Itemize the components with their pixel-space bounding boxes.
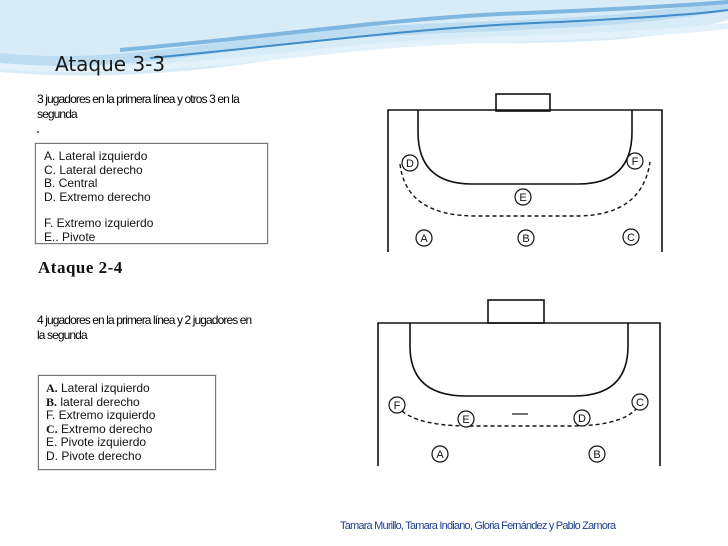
- player-label: C: [636, 397, 644, 409]
- player-label: D: [578, 413, 586, 425]
- position-line: F. Extremo izquierdo: [44, 216, 154, 230]
- position-line: [46, 436, 215, 450]
- player-marker: [458, 411, 474, 427]
- position-line: D. Extremo derecho: [44, 189, 151, 204]
- player-marker: [632, 394, 648, 410]
- position-line: [46, 382, 215, 396]
- player-marker: [402, 155, 418, 171]
- position-line: [46, 409, 215, 423]
- slide-title: Ataque 3-3: [55, 52, 166, 76]
- goal-area-line: [418, 110, 632, 184]
- player-label: C: [627, 232, 635, 244]
- position-line: E.. Pivote: [44, 229, 96, 244]
- position-line: B. Central: [44, 176, 98, 190]
- player-marker: [416, 230, 432, 246]
- player-label: D: [406, 158, 414, 170]
- positions-box-2-4: [38, 375, 216, 470]
- player-label: E: [462, 414, 470, 426]
- player-marker: [432, 446, 448, 462]
- position-text: D. Pivote derecho: [46, 448, 142, 463]
- player-marker: [515, 189, 531, 205]
- position-key: A.: [46, 381, 58, 395]
- player-label: F: [631, 156, 639, 168]
- footer-authors: Tamara Murillo, Tamara Indiano, Gloria Fernández y Pablo Zamora: [340, 520, 616, 532]
- position-line: [46, 423, 215, 437]
- position-line: [46, 396, 215, 410]
- player-label: E: [519, 192, 527, 204]
- player-marker: [389, 397, 405, 413]
- player-label: F: [393, 400, 401, 412]
- position-line: C. Lateral derecho: [44, 162, 143, 177]
- position-key: C.: [46, 421, 58, 436]
- player-marker: [627, 153, 643, 169]
- speck-mark: [37, 131, 39, 133]
- position-key: B.: [46, 394, 58, 409]
- heading-attack-2-4: Ataque 2-4: [38, 258, 123, 277]
- position-line: [46, 450, 215, 464]
- position-text: F. Extremo izquierdo: [46, 408, 156, 422]
- goal: [496, 94, 550, 111]
- free-throw-line: [394, 400, 642, 426]
- player-marker: [518, 230, 534, 246]
- player-label: A: [420, 233, 428, 245]
- positions-box-3-3: [35, 143, 268, 244]
- description-attack-3-3: 3 jugadores en la primera línea y otros 3 en la segunda: [37, 92, 239, 121]
- court-boundary: [378, 323, 660, 466]
- header-wave-decoration: [0, 0, 728, 90]
- court-diagram-2-4: [370, 296, 668, 474]
- player-label: B: [593, 449, 601, 461]
- description-attack-2-4: 4 jugadores en la primera línea y 2 jugadores en la segunda: [37, 313, 252, 342]
- position-text: Extremo derecho: [57, 421, 153, 436]
- position-text: lateral derecho: [57, 394, 140, 409]
- player-marker: [589, 446, 605, 462]
- player-label: A: [436, 449, 444, 461]
- position-line: A. Lateral izquierdo: [44, 149, 148, 163]
- court-diagram-3-3: [380, 92, 670, 260]
- position-text: E. Pivote izquierdo: [46, 435, 147, 449]
- player-marker: [623, 229, 639, 245]
- goal: [488, 300, 544, 323]
- position-text: Lateral izquierdo: [57, 381, 150, 395]
- player-label: B: [522, 233, 530, 245]
- player-marker: [574, 410, 590, 426]
- goal-area-line: [410, 323, 628, 396]
